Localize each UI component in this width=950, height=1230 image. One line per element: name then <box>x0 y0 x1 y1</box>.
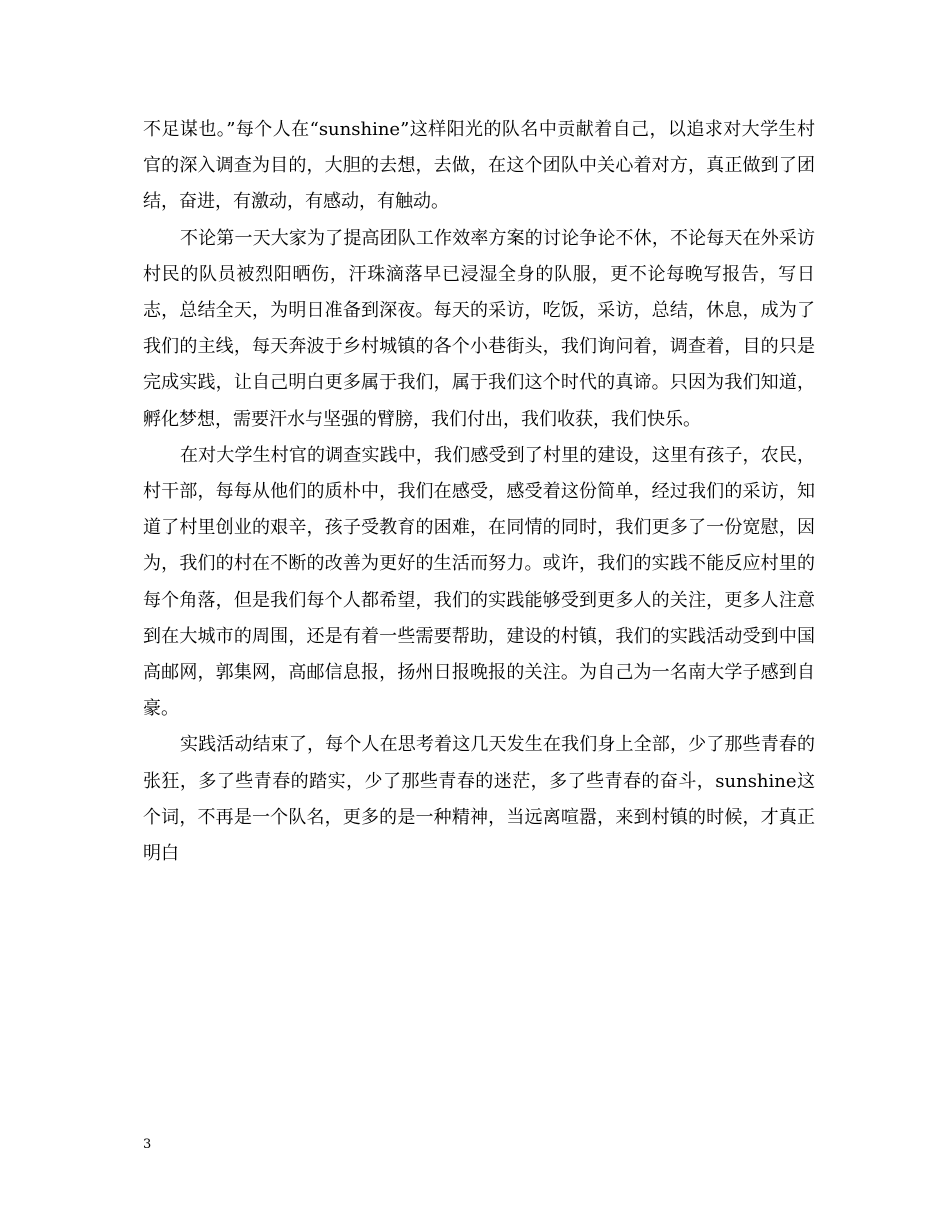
body-text <box>143 112 815 872</box>
paragraph-2: 不论第一天大家为了提高团队工作效率方案的讨论争论不休，不论每天在外采访村民的队员被烈阳晒伤，汗珠滴落早已浸湿全身的队服，更不论每晚写报告，写日志，总结全天，为明日准备到深夜。每天的采访，吃饭，采访，总结，休息，成为了我们的主线，每天奔波于乡村城镇的各个小巷街头，我们询问着，调查着，目的只是完成实践，让自己明白更多属于我们，属于我们这个时代的真谛。只因为我们知道，孵化梦想，需要汗水与坚强的臂膀，我们付出，我们收获，我们快乐。 <box>143 227 815 430</box>
paragraph-3: 在对大学生村官的调查实践中，我们感受到了村里的建设，这里有孩子，农民，村干部，每每从他们的质朴中，我们在感受，感受着这份简单，经过我们的采访，知道了村里创业的艰辛，孩子受教育的困难，在同情的同时，我们更多了一份宽慰，因为，我们的村在不断的改善为更好的生活而努力。或许，我们的实践不能反应村里的每个角落，但是我们每个人都希望，我们的实践能够受到更多人的关注，更多人注意到在大城市的周围，还是有着一些需要帮助，建设的村镇，我们的实践活动受到中国高邮网，郭集网，高邮信息报，扬州日报晚报的关注。为自己为一名南大学子感到自豪。 <box>143 444 815 720</box>
paragraph-4: 实践活动结束了，每个人在思考着这几天发生在我们身上全部，少了那些青春的张狂，多了些青春的踏实，少了那些青春的迷茫，多了些青春的奋斗，sunshine这个词，不再是一个队名，更多的是一种精神，当远离喧嚣，来到村镇的时候，才真正明白 <box>143 734 815 865</box>
page-number: 3 <box>143 1137 152 1152</box>
paragraph-1: 不足谋也。”每个人在“sunshine”这样阳光的队名中贡献着自己，以追求对大学生村官的深入调查为目的，大胆的去想，去做，在这个团队中关心着对方，真正做到了团结，奋进，有激动，有感动，有触动。 <box>143 119 815 213</box>
